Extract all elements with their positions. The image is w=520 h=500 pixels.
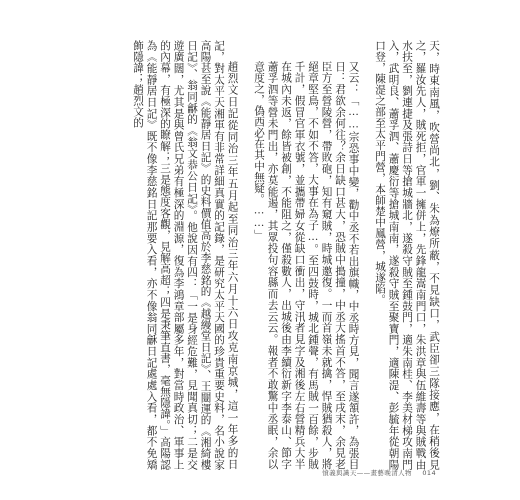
paragraph-commentary: 趙烈文日記從同治三年五月起至同治三年六月十六日攻克南京城，這一年多的日記，對太平天湘軍有非常詳細真實的記錄，是研究太平天國的珍貴重要史料，名小說家高陽甚至說《能靜居日記》的史料價值高於李慈銘的《越縵堂日記》、王闓運的《湘綺樓日記》、翁同龢的《翁文恭公日記》。他說因有四：「一是身經危難，見聞真切；二是交遊廣闊，尤其是與曾氏兄弟有極深的淵源，復為李鴻章部屬多年，對當時政治、軍事上的內幕，有極深的瞭解；三是態度客觀，見解高超；四是秉筆直書，毫無隱諱。」高陽認為《能靜居日記》既不像李慈銘日記那要入看，亦不像翁同龢日記處處入看，都不免矯飾隱諱；趙烈文的	[132, 40, 239, 470]
running-title: 憤義與識天——畫藝晚清人物	[322, 469, 412, 477]
paragraph-diary-quote: 又云：「……宗恐事中變，勸中丞不若出旗幟，中丞時方見，聞言遂頷許，為張目日：君欲余何往？余日缺口甚大，恐賊中搗撞，中丞大搖首不答，至戌末，余見老臣方至營陵營，帶敗砲，知有窺賊，時城邀復。一而首嶺未就擒，悍賊猶殺人，將絕章堅鳥，不如不答，大事在為子…。至四鼓時，城北鍾聲，有馬賊一百餘，步賊千計，假冒官軍衣號，並攜帶婦女從缺口衝出，守汛者見字及湘後左右營精兵大半在城內未返，餘皆被創，不能阻之，僅殺數人，出城後由李續衍新字李泰山、節字蕭孚泗等營未門出，亦莫能遏，其眾投句容縣而去云云。報者不敢驚中丞眠，余以意度之，偽西必在其中無疑。……」	[253, 61, 360, 470]
paragraph-battle-account: 天，時東南風，吹營尚北，劉、朱為燎所蔽，不見缺口，武臣卻三隊接應，在稍後見之，羅汝先人，賊死拒，官軍一擁併上，先鋒龍嵩南門口，朱洪章與伍維壽等與賊戰由水扶至，劉連捷及張詩日等搶城牆北，遂殺守賊至鍾鼓門，適朱南桂、李美材梯攻南門入，武明良、蕭孚泗、蕭慶衍等搶城南南，遂殺守賊至聚寶門，適陳湜、彭毓年從朝陽口登，陳湜之部至太平門營，本師楚中鳳營，城遂陷。	[374, 40, 440, 470]
page-body-text	[120, 40, 440, 470]
page-footer	[0, 468, 520, 482]
page-number: 014	[422, 469, 436, 477]
